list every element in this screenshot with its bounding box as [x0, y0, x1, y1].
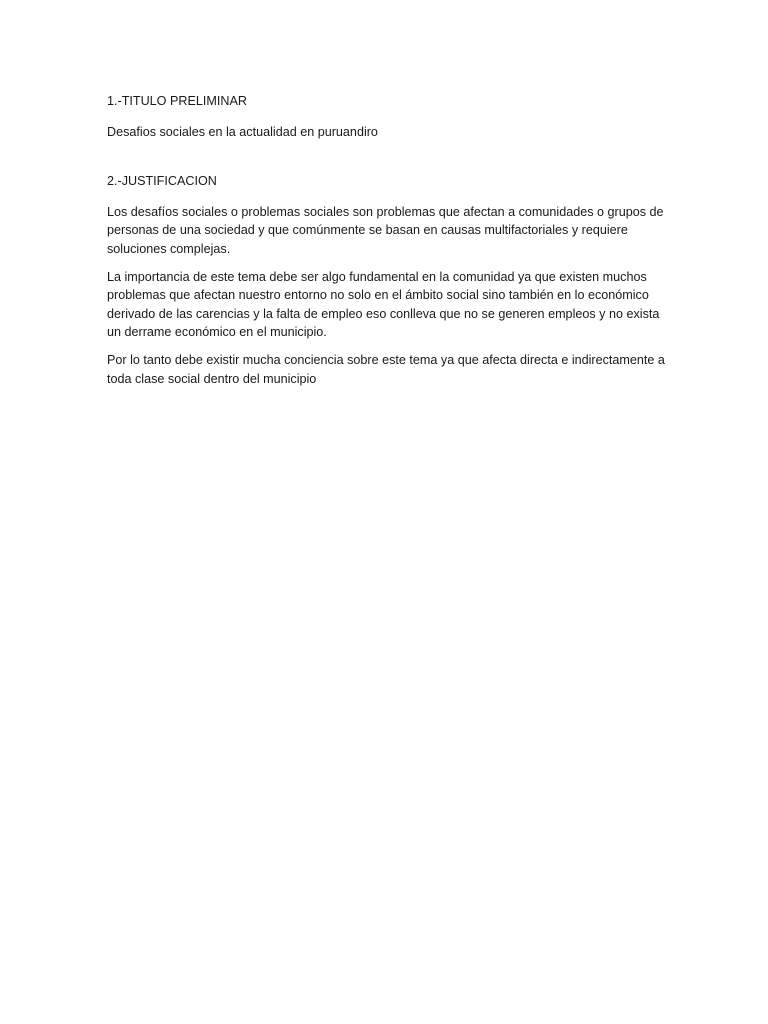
section-heading-titulo: 1.-TITULO PRELIMINAR	[107, 94, 247, 108]
paragraph-2: La importancia de este tema debe ser algo fundamental en la comunidad ya que existen muchos problemas que afectan nuestro entorno no solo en el ámbito social sino también en lo económico derivado de las carencias y la falta de empleo eso conlleva que no se generen empleos y no exista un derrame económico en el municipio.	[107, 269, 660, 340]
spacer	[107, 342, 667, 351]
document-body	[107, 92, 667, 388]
spacer	[107, 141, 667, 172]
title-text: Desafios sociales en la actualidad en puruandiro	[107, 124, 378, 139]
paragraph-3: Por lo tanto debe existir mucha conciencia sobre este tema ya que afecta directa e indirectamente a toda clase social dentro del municipio	[107, 352, 665, 386]
section-heading-justificacion: 2.-JUSTIFICACION	[107, 174, 217, 189]
spacer	[107, 191, 667, 203]
spacer	[107, 111, 667, 123]
paragraph-1: Los desafíos sociales o problemas sociales son problemas que afectan a comunidades o grupos de personas de una sociedad y que comúnmente se basan en causas multifactoriales y requiere soluciones complejas.	[107, 204, 664, 256]
spacer	[107, 259, 667, 268]
